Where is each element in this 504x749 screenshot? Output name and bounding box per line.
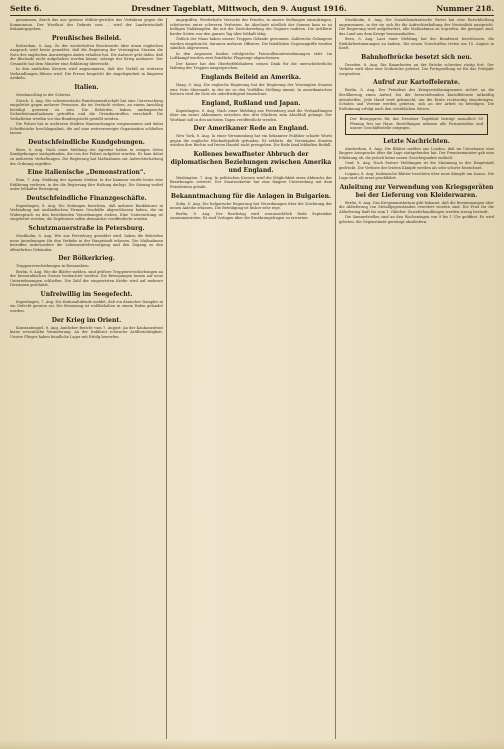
article-headline: England, Rußland und Japan. <box>201 99 301 107</box>
article-headline: Bekanntmachung für die Anlagen in Bulgarien. <box>170 192 332 200</box>
article-paragraph: Bern, 8. Aug. Nach einer Meldung der Agentur haben in einigen Orten Kundgebungen stattgefunden, die von der Polizei aufgelöst wurden. Es kam dabei zu mehreren Verhaftungen. Die Regierung hat Maßnahmen zur Aufrechterhaltung der Ordnung ergriffen. <box>10 147 163 166</box>
article-paragraph: Kopenhagen, 8. Aug. Die Zeitungen berichten, daß mehrere Bankhäuser in Verbindung mit ausländischen Firmen Geschäfte abgeschlossen haben, die im Widerspruch zu den bestehenden Verordnungen stehen. Eine Untersuchung ist eingeleitet worden; die Ergebnisse sollen demnächst veröffentlicht werden. <box>10 203 163 222</box>
article-headline: Eine italienische „Demonstration“. <box>27 169 146 177</box>
article-paragraph: Kopenhagen, 7. Aug. Die Rationaltidende meldet, daß ein dänischer Dampfer in ein Gefecht geraten sei. Die Besatzung ist wohlbehalten in einem Hafen gelandet worden. <box>10 299 163 313</box>
article-headline: Unfreiwillig im Seegefecht. <box>40 290 133 298</box>
article-headline: Der Bölkerkrieg. <box>58 255 115 263</box>
article-paragraph: Dresden, 8. Aug. Die Bauarbeiten an der Brücke schreiten rüstig fort. Der Verkehr wird über eine Notbrücke geleitet. Die Fertigstellung ist für das Frühjahr vorgesehen. <box>339 62 494 76</box>
article-paragraph: Stockholm, 8. Aug. Wie aus Petersburg gemeldet wird, haben die Behörden neue Anordnungen für den Verkehr in der Hauptstadt erlassen. Die Maßnahmen betreffen insbesondere die Lebensmittelversorgung und den Zugang zu den öffentlichen Gebäuden. <box>10 233 163 252</box>
article-headline: Deutschfeindliche Kundgebungen. <box>28 138 145 146</box>
page-number: Seite 6. <box>10 3 42 13</box>
article-paragraph: Haag, 8. Aug. Die englische Regierung hat der Regierung der Vereinigten Staaten eine Note übersandt, in der sie zu den Vorfällen Stellung nimmt. In amerikanischen Kreisen wird die Note als unbefriedigend bezeichnet. <box>170 83 332 97</box>
article-headline: Englands Beileid an Amerika. <box>201 74 301 82</box>
article-paragraph: Rotterdam, 8. Aug. Zu der wiederholten Beschwerde über einen englischen Anspruch wird heute gemeldet, daß die Regierung der Vereinigten Staaten die Note des englischen Auswärtigen Amtes erhalten hat. Die Antwort geht dahin, daß die Blockade nicht aufgehoben werden könne, solange der Krieg andauere. Der Gesandte hat dem Minister eine Erklärung überreicht. <box>10 43 163 66</box>
article-headline: Der Amerikaner Rede an England. <box>193 125 309 133</box>
article-headline: Aufruf zur Kartoffelernte. <box>373 79 460 87</box>
masthead <box>10 2 494 14</box>
article-headline: Der Krieg im Orient. <box>51 316 122 324</box>
article-paragraph: Zürich, 8. Aug. Die schweizerische Bundesanwaltschaft hat eine Untersuchung eingeleitet gegen mehrere Personen, die im Verdacht stehen, an einem Anschlag beteiligt gewesen zu sein. Die Behörden haben umfangreiche Sicherheitsmaßnahmen getroffen und die Grenzkontrollen verschärft. Die Verhafteten werden vor das Bundesgericht gestellt werden. <box>10 98 163 121</box>
article-paragraph: Bern, 8. Aug. Laut einer Meldung hat der Bundesrat beschlossen, die Einfuhrbestimmungen zu ändern. Die neuen Vorschriften treten am 15. August in Kraft. <box>339 37 494 51</box>
article-headline: Anleitung zur Verwendung von Kriegsgeräten bei der Lieferung von Kleiderwaren. <box>339 183 494 199</box>
article-paragraph: Berlin, 8. Aug. Der Reichstag wird voraussichtlich Ende September zusammentreten. Es sind Vorlagen über die Ernährungsfragen zu erwarten. <box>170 211 332 221</box>
article-paragraph: Berlin, 8. Aug. Das Kriegsministerium gibt bekannt, daß die Bestimmungen über die Ablieferung von Metallgegenständen erweitert worden sind. Die Frist für die Ablieferung läuft bis zum 1. Oktober. Zuwiderhandlungen werden streng bestraft. <box>339 200 494 214</box>
article-paragraph: Genf, 8. Aug. Nach Pariser Meldungen ist die Stimmung in der Hauptstadt gedrückt. Die Verluste der letzten Kämpfe werden als sehr schwer bezeichnet. <box>339 161 494 171</box>
column-3 <box>339 18 494 739</box>
article-headline: Italien. <box>74 84 99 92</box>
article-paragraph: Washington, 7. Aug. In politischen Kreisen wird die Möglichkeit eines Abbruchs der Beziehungen erörtert. Der Staatssekretär hat eine längere Unterredung mit dem Präsidenten gehabt. <box>170 175 332 190</box>
article-paragraph: Lugano, 8. Aug. Italienische Blätter berichten über neue Kämpfe am Isonzo. Die Lage wird als ernst geschildert. <box>339 171 494 181</box>
article-paragraph: Konstantinopel, 8. Aug. Amtlicher Bericht vom 7. August: An der Kaukasusfront keine wesentliche Veränderung. An der Irakfront schwache Artillerietätigkeit. Unsere Flieger haben feindliche Lager mit Erfolg beworfen. <box>10 325 163 339</box>
article-paragraph: Berlin, 8. Aug. Wie die Blätter melden, sind größere Truppenverschiebungen an der bessarabischen Grenze beobachtet worden. Die Bewegungen lassen auf neue Unternehmungen schließen. Die Zahl der eingesetzten Kräfte wird auf mehrere Divisionen geschätzt. <box>10 269 163 288</box>
article-paragraph: Truppenverschiebungen in Bessarabien. <box>16 264 90 269</box>
article-headline: Preußisches Beileid. <box>51 34 122 42</box>
issue-number: Nummer 218. <box>436 3 494 13</box>
article-paragraph: Die Polizei hat in mehreren Städten Haussuchungen vorgenommen und dabei Schriftstücke beschlagnahmt, die auf eine weitverzweigte Organisation schließen lassen. <box>10 122 163 136</box>
article-paragraph: New York, 8. Aug. In einer Versammlung hat ein bekannter Politiker scharfe Worte gegen die englische Blockadepolitik gefunden. Er erklärte, die Vereinigten Staaten würden ihre Rechte auf freien Handel nicht preisgeben. Die Rede fand lebhaften Beifall. <box>170 134 332 148</box>
notice-box <box>345 114 488 135</box>
page-edge <box>0 739 504 749</box>
column-2 <box>170 18 332 739</box>
article-paragraph: Berlin, 8. Aug. Der Präsident des Kriegsernährungsamtes richtet an die Bevölkerung einen Aufruf, bei der bevorstehenden Kartoffelernte tatkräftig mitzuhelfen. Jede Hand wird gebraucht, um die Ernte rechtzeitig einzubringen. Schulen und Vereine werden gebeten, sich an der Arbeit zu beteiligen. Die Entlohnung erfolgt nach den ortsüblichen Sätzen. <box>339 88 494 111</box>
article-paragraph: Der Kaiser hat den Oberbefehlshabern seinen Dank für die unerschütterliche Haltung der Truppen ausgesprochen. <box>170 61 332 71</box>
column-divider <box>166 18 167 739</box>
article-paragraph: angegriffen. Wiederholte Versuche des Feindes, in unsere Stellungen einzudringen, scheiterten unter schweren Verlusten. Im Abschnitt nördlich der Somme kam es zu heftigen Nahkämpfen, die mit der Zurückwerfung des Gegners endeten. Die Artillerie beider Seiten war den ganzen Tag über lebhaft tätig. <box>170 18 332 36</box>
article-paragraph: In den Argonnen fanden erfolgreiche Patrouillenunternehmungen statt. Im Luftkampf wurden zwei feindliche Flugzeuge abgeschossen. <box>170 51 332 61</box>
article-headline: Bahnhofbrücke besetzt sich neu. <box>361 53 472 61</box>
column-divider <box>335 18 336 739</box>
article-paragraph: Kopenhagen, 8. Aug. Nach einer Meldung aus Petersburg sind die Verhandlungen über ein neues Abkommen zwischen den drei Mächten zum Abschluß gelangt. Der Wortlaut soll in den nächsten Tagen veröffentlicht werden. <box>170 108 332 122</box>
article-headline: Schutzmauerstraße in Petersburg. <box>28 224 145 232</box>
article-paragraph: Amsterdam, 8. Aug. Die Blätter melden aus London, daß im Unterhause eine längere Aussprache über die Lage stattgefunden hat. Der Premierminister gab eine Erklärung ab, die jedoch keine neuen Gesichtspunkte enthielt. <box>339 146 494 160</box>
article-headline: Deutschfeindliche Finanzgeschäfte. <box>26 194 147 202</box>
article-paragraph: In den amtlichen Kreisen wird angenommen, daß der Vorfall zu weiteren Verhandlungen führen wird. Die Presse bespricht die Angelegenheit in längeren Artikeln. <box>10 67 163 81</box>
column-1 <box>10 18 163 739</box>
article-paragraph: genommen, durch das aus gewisse Militär-gerichte das Verfahren gegen die Kommission. Der Wortlaut des Dekrets vom ... wird der Landwirtschaft bekanntgegeben. <box>10 18 163 32</box>
article-paragraph: Mordanschlag in der Schweiz. <box>16 93 72 98</box>
notice-text: Der Bezugspreis für das Dresdner Tageblatt beträgt monatlich 80 Pfennig frei ins Haus. Bestellungen nehmen alle Postanstalten und unsere Geschäftsstelle entgegen. <box>350 117 483 131</box>
newspaper-title-date: Dresdner Tageblatt, Mittwoch, den 9. August 1916. <box>131 3 347 13</box>
article-headline: Kollenes bewaffneter Abbruch der diplomatischen Beziehungen zwischen Amerika und England. <box>170 150 332 174</box>
article-paragraph: Rom, 7. Aug. Meldung der Agenzia Stefani. In der Kammer wurde heute eine Erklärung verlesen, in der die Regierung ihre Haltung darlegt. Die Sitzung verlief unter lebhafter Bewegung. <box>10 178 163 192</box>
masthead-rule <box>10 15 494 16</box>
article-paragraph: Stockholm, 8. Aug. Die Sozialdemokratische Partei hat eine Entschließung angenommen, in der sie sich für die Aufrechterhaltung der Neutralität ausspricht. Die Regierung wird aufgefordert, alle Maßnahmen zu ergreifen, die geeignet sind, das Land aus dem Kriege herauszuhalten. <box>339 18 494 36</box>
article-paragraph: Die Sammelstellen sind an den Wochentagen von 9 bis 1 Uhr geöffnet. Es wird gebeten, die Gegenstände gereinigt abzuliefern. <box>339 215 494 224</box>
article-paragraph: Sofia, 8. Aug. Die bulgarische Regierung hat Verordnungen über die Zeichnung der neuen Anleihe erlassen. Die Beteiligung ist bisher sehr rege. <box>170 201 332 211</box>
article-headline: Letzte Nachrichten. <box>383 137 450 145</box>
article-paragraph: Östlich der Maas haben unsere Truppen Gelände gewonnen. Zahlreiche Gefangene wurden eingebracht, darunter mehrere Offiziere. Die feindlichen Gegenangriffe wurden sämtlich abgewiesen. <box>170 37 332 51</box>
